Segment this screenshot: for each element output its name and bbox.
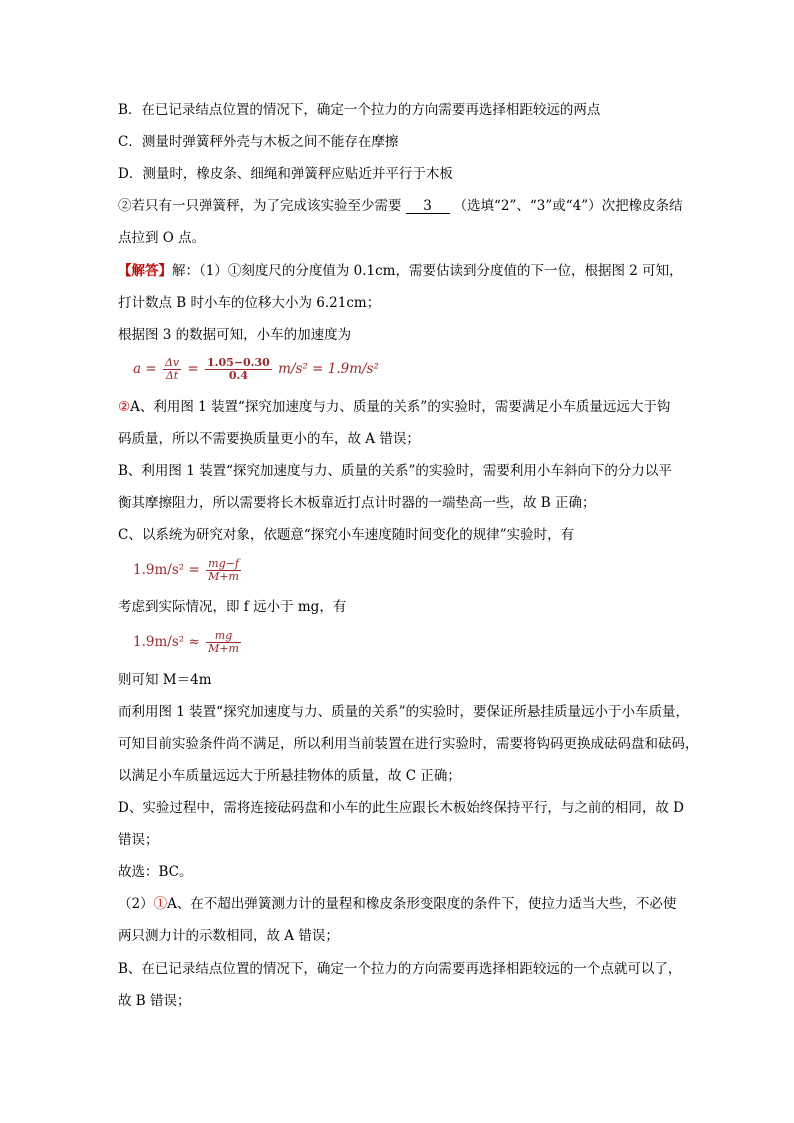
equation-term: = xyxy=(187,361,199,377)
solution-line: 可知目前实验条件尚不满足，所以利用当前装置在进行实验时，需要将钩码更换成砝码盘和砝码， xyxy=(118,736,699,752)
fraction xyxy=(163,357,181,382)
fraction-numerator: 1.05−0.30 xyxy=(207,356,270,369)
equation-term: 1.9m/s² ≈ xyxy=(133,634,200,650)
solution-line: （2）①A、在不超出弹簧测力计的量程和橡皮条形变限度的条件下，使拉力适当大些，不必使 xyxy=(118,896,677,912)
solution-line: 以满足小车质量远远大于所悬挂物体的质量，故 C 正确； xyxy=(118,768,461,784)
option-d-text: D．测量时，橡皮条、细绳和弹簧秤应贴近并平行于木板 xyxy=(118,166,453,182)
solution-line: B、利用图 1 装置“探究加速度与力、质量的关系”的实验时，需要利用小车斜向下的分力以平 xyxy=(118,463,672,479)
equation-acceleration xyxy=(133,355,379,383)
fraction xyxy=(206,558,241,583)
solution-line: 打计数点 B 时小车的位移大小为 6.21cm； xyxy=(118,295,381,311)
equation-term: m/s² = 1.9m/s² xyxy=(278,361,379,377)
fraction-denominator: Δt xyxy=(165,369,179,382)
fraction xyxy=(205,357,272,382)
equation-system xyxy=(133,556,243,584)
solution-line: B、在已记录结点位置的情况下，确定一个拉力的方向需要再选择相距较远的一个点就可以了， xyxy=(118,961,682,977)
fraction-numerator: Δv xyxy=(164,356,180,369)
answer-blank: 3 xyxy=(406,199,450,214)
equation-term: a = xyxy=(133,361,157,377)
option-b-text: B．在已记录结点位置的情况下，确定一个拉力的方向需要再选择相距较远的两点 xyxy=(118,102,601,118)
solution-line: 故 B 错误； xyxy=(118,993,191,1009)
solution-line: 错误； xyxy=(118,832,159,848)
question-2-text: ②若只有一只弹簧秤，为了完成该实验至少需要 xyxy=(118,198,402,214)
fraction-denominator: M+m xyxy=(208,642,239,655)
equation-term: 1.9m/s² = xyxy=(133,562,200,578)
solution-line: ②A、利用图 1 装置“探究加速度与力、质量的关系”的实验时，需要满足小车质量远远大于钩 xyxy=(118,399,671,415)
question-2-text-cont: （选填“2”、“3”或“4”）次把橡皮条结 xyxy=(453,198,683,214)
solution-line: 码质量，所以不需要换质量更小的车，故 A 错误； xyxy=(118,431,420,447)
solution-line: 根据图 3 的数据可知，小车的加速度为 xyxy=(118,327,352,343)
solution-header-line xyxy=(118,262,683,280)
solution-line: 两只测力计的示数相同，故 A 错误； xyxy=(118,928,339,944)
solution-line: 考虑到实际情况，即 f 远小于 mg，有 xyxy=(118,599,347,615)
solution-line: 则可知 M＝4m xyxy=(118,672,212,688)
solution-line: 故选：BC。 xyxy=(118,864,193,880)
fraction-denominator: 0.4 xyxy=(228,369,248,382)
question-2-line xyxy=(118,197,683,215)
solution-line: C、以系统为研究对象，依题意“探究小车速度随时间变化的规律”实验时，有 xyxy=(118,527,575,543)
equation-approx xyxy=(133,628,243,656)
fraction-denominator: M+m xyxy=(208,570,239,583)
option-c-text: C．测量时弹簧秤外壳与木板之间不能存在摩擦 xyxy=(118,134,399,150)
solution-line: 而利用图 1 装置“探究加速度与力、质量的关系”的实验时，要保证所悬挂质量远小于小车质量， xyxy=(118,704,689,720)
fraction-numerator: mg xyxy=(206,630,241,643)
solution-text: 解：（1）①刻度尺的分度值为 0.1cm，需要估读到分度值的下一位，根据图 2 可知， xyxy=(172,263,683,279)
fraction-numerator: mg−f xyxy=(206,558,241,571)
solution-line: 衡其摩擦阻力，所以需要将长木板靠近打点计时器的一端垫高一些，故 B 正确； xyxy=(118,495,596,511)
solution-tag: 【解答】 xyxy=(118,263,172,279)
solution-line: D、实验过程中，需将连接砝码盘和小车的此生应跟长木板始终保持平行，与之前的相同，故 D xyxy=(118,800,684,816)
question-2-text-end: 点拉到 O 点。 xyxy=(118,230,206,246)
fraction xyxy=(206,630,241,655)
